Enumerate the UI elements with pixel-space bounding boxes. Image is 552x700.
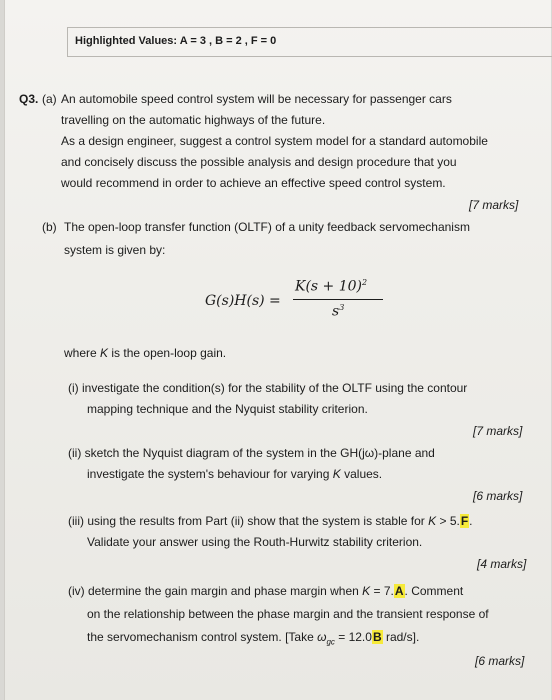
- value-b-label: B =: [215, 35, 236, 47]
- part-a-line: and concisely discuss the possible analysis and design procedure that you: [61, 155, 457, 169]
- highlighted-value-f: F: [460, 514, 469, 528]
- document-page: [4, 0, 551, 700]
- value-a-label: A =: [179, 35, 200, 47]
- value-f: 0: [270, 35, 277, 47]
- separator: ,: [241, 35, 251, 47]
- value-f-label: F =: [250, 35, 271, 47]
- sub-i-line: (i) investigate the condition(s) for the stability of the OLTF using the contour: [68, 381, 468, 395]
- part-b-line: The open-loop transfer function (OLTF) of a unity feedback servomechanism: [64, 220, 470, 234]
- fraction-bar: [293, 299, 383, 300]
- equation-lhs: G(s)H(s) =: [205, 293, 281, 309]
- where-line: where K is the open-loop gain.: [64, 346, 227, 360]
- highlighted-values-box: [67, 27, 552, 57]
- highlighted-value-b: B: [372, 630, 382, 644]
- sub-iv-marks: [6 marks]: [475, 654, 525, 668]
- part-a-marks: [7 marks]: [469, 198, 519, 212]
- sub-iii-marks: [4 marks]: [477, 557, 527, 571]
- equation-numerator: $K(s + 10)^2$: [295, 278, 368, 295]
- sub-ii-marks: [6 marks]: [473, 489, 523, 503]
- part-a-line: An automobile speed control system will be necessary for passenger cars: [61, 92, 452, 106]
- question-number: Q3.: [19, 92, 39, 106]
- value-b: 2: [235, 35, 242, 47]
- sub-i-marks: [7 marks]: [473, 424, 523, 438]
- sub-ii-line: (ii) sketch the Nyquist diagram of the system in the GH(jω)-plane and: [68, 446, 435, 460]
- part-a-line: As a design engineer, suggest a control system model for a standard automobile: [61, 134, 488, 148]
- highlighted-value-a: A: [394, 584, 404, 598]
- part-a-line: would recommend in order to achieve an effective speed control system.: [61, 176, 446, 190]
- sub-iv-line: the servomechanism control system. [Take $\omega_{gc} = 12.0B$ rad/s].: [87, 630, 420, 647]
- sub-iv-line: (iv) determine the gain margin and phase margin when K = 7.A. Comment: [68, 584, 464, 598]
- sub-i-line: mapping technique and the Nyquist stability criterion.: [87, 402, 368, 416]
- sub-iii-line: Validate your answer using the Routh-Hurwitz stability criterion.: [87, 535, 423, 549]
- separator: ,: [205, 35, 216, 47]
- highlighted-values-text: [75, 35, 276, 47]
- part-b-label: (b): [42, 220, 57, 234]
- part-a-line: travelling on the automatic highways of the future.: [61, 113, 326, 127]
- sub-ii-line: investigate the system's behaviour for varying K values.: [87, 467, 383, 481]
- sub-iv-line: on the relationship between the phase margin and the transient response of: [87, 607, 489, 621]
- transfer-function-equation: [205, 278, 405, 328]
- sub-iii-line: (iii) using the results from Part (ii) show that the system is stable for K > 5.F.: [68, 514, 473, 528]
- part-a-label: (a): [42, 92, 57, 106]
- value-a: 3: [199, 35, 206, 47]
- highlighted-values-label: Highlighted Values:: [75, 35, 178, 47]
- part-b-line: system is given by:: [64, 243, 166, 257]
- equation-denominator: $s^3$: [332, 303, 345, 320]
